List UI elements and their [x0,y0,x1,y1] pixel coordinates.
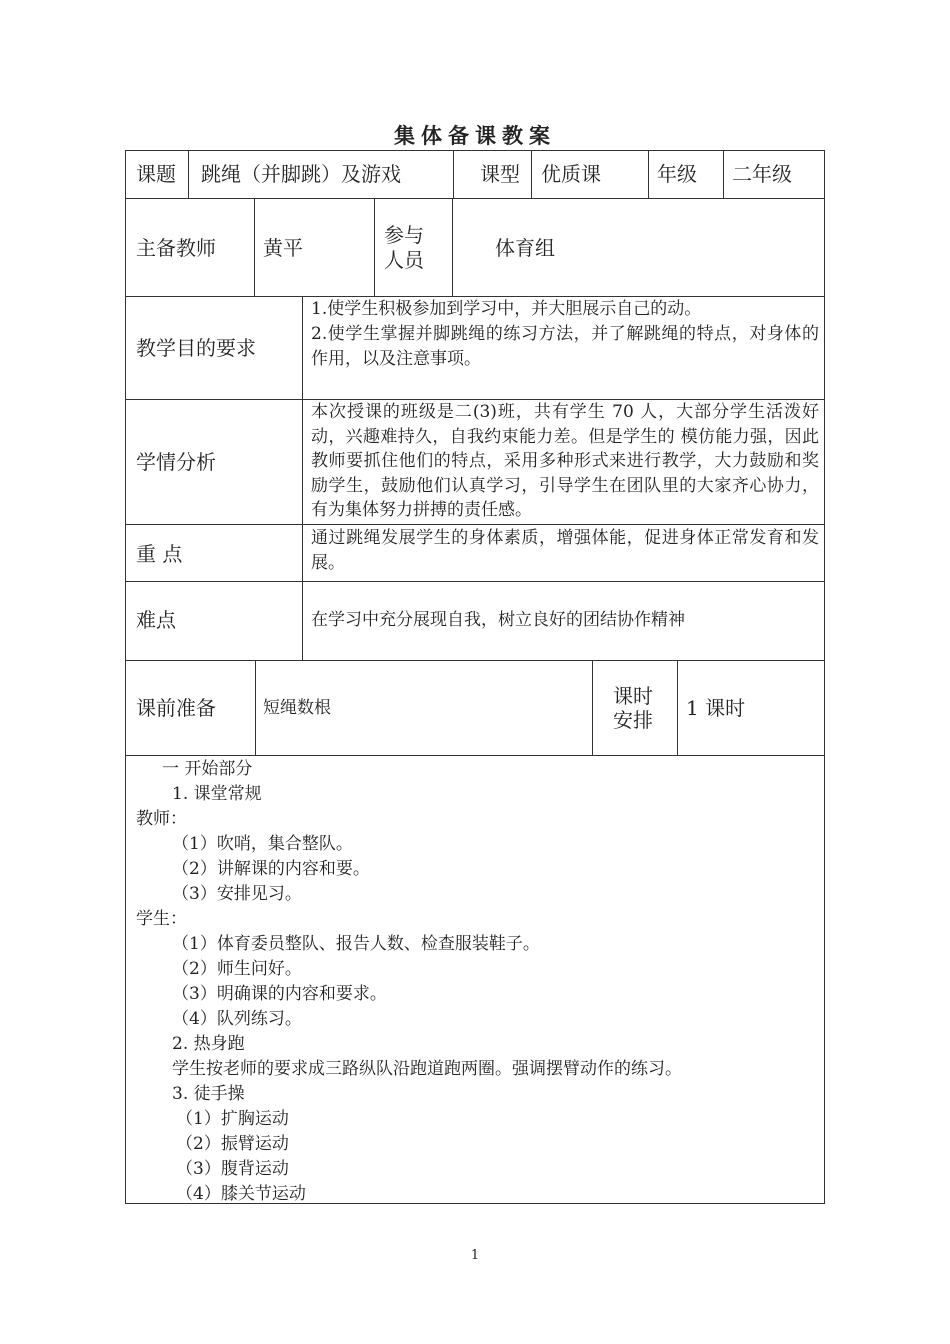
topic-label: 课题 [136,162,176,186]
subsection-heading: 1. 课堂常规 [172,784,262,804]
document-title: 集体备课教案 [394,123,556,148]
page-number: 1 [470,1248,480,1263]
list-item: （1）体育委员整队、报告人数、检查服装鞋子。 [172,934,540,954]
subsection-heading: 3. 徒手操 [172,1084,245,1104]
list-item: （3）腹背运动 [176,1159,289,1179]
class-hours-label-line1: 课时 [613,684,653,708]
paragraph: 学生按老师的要求成三路纵队沿跑道跑两圈。强调摆臂动作的练习。 [172,1059,682,1079]
list-item: （2）师生问好。 [172,959,302,979]
list-item: （1）扩胸运动 [176,1109,289,1129]
preparation-label: 课前准备 [136,696,216,720]
difficulty-text: 在学习中充分展现自我，树立良好的团结协作精神 [311,610,685,630]
preparation-value: 短绳数根 [263,698,331,718]
objective-item-1: 1.使学生积极参加到学习中，并大胆展示自己的动。 [311,299,702,319]
grade-value: 二年级 [732,162,792,186]
student-analysis-label: 学情分析 [136,450,216,474]
objective-item-2: 2.使学生掌握并脚跳绳的练习方法，并了解跳绳的特点，对身体的作用，以及注意事项。 [311,324,819,369]
section-heading: 一 开始部分 [162,759,253,779]
key-point-label: 重 点 [136,542,183,566]
lesson-type-label: 课型 [480,162,520,186]
lesson-type-value: 优质课 [541,162,601,186]
topic-value: 跳绳（并脚跳）及游戏 [201,162,401,186]
class-hours-label-line2: 安排 [613,708,653,732]
list-item: （4）队列练习。 [172,1009,302,1029]
difficulty-label: 难点 [136,608,176,632]
participants-label-line2: 人员 [384,248,424,272]
grade-label: 年级 [657,162,697,186]
lead-teacher-value: 黄平 [263,236,303,260]
student-analysis-text: 本次授课的班级是二(3)班，共有学生 70 人，大部分学生活泼好动，兴趣难持久，自我约束能力差。但是学生的 模仿能力强，因此教师要抓住他们的特点，采用多种形式来进行教学，大力鼓励和奖励学生，鼓励他们认真学习，引导学生在团队里的大家齐心协力，有为集体努力拼搏的责任感。 [311,402,819,520]
subsection-heading: 2. 热身跑 [172,1034,245,1054]
objectives-label: 教学目的要求 [136,336,256,360]
list-item: （2）讲解课的内容和要。 [172,859,370,879]
role-heading: 学生： [136,909,187,929]
key-point-text: 通过跳绳发展学生的身体素质，增强体能，促进身体正常发育和发展。 [311,528,819,573]
list-item: （2）振臂运动 [176,1134,289,1154]
participants-value: 体育组 [495,236,555,260]
participants-label-line1: 参与 [384,223,424,247]
lead-teacher-label: 主备教师 [136,236,216,260]
class-hours-value: 1 课时 [686,696,746,720]
list-item: （4）膝关节运动 [176,1184,306,1204]
list-item: （3）明确课的内容和要求。 [172,984,387,1004]
list-item: （3）安排见习。 [172,884,302,904]
list-item: （1）吹哨，集合整队。 [172,834,353,854]
role-heading: 教师： [136,809,187,829]
